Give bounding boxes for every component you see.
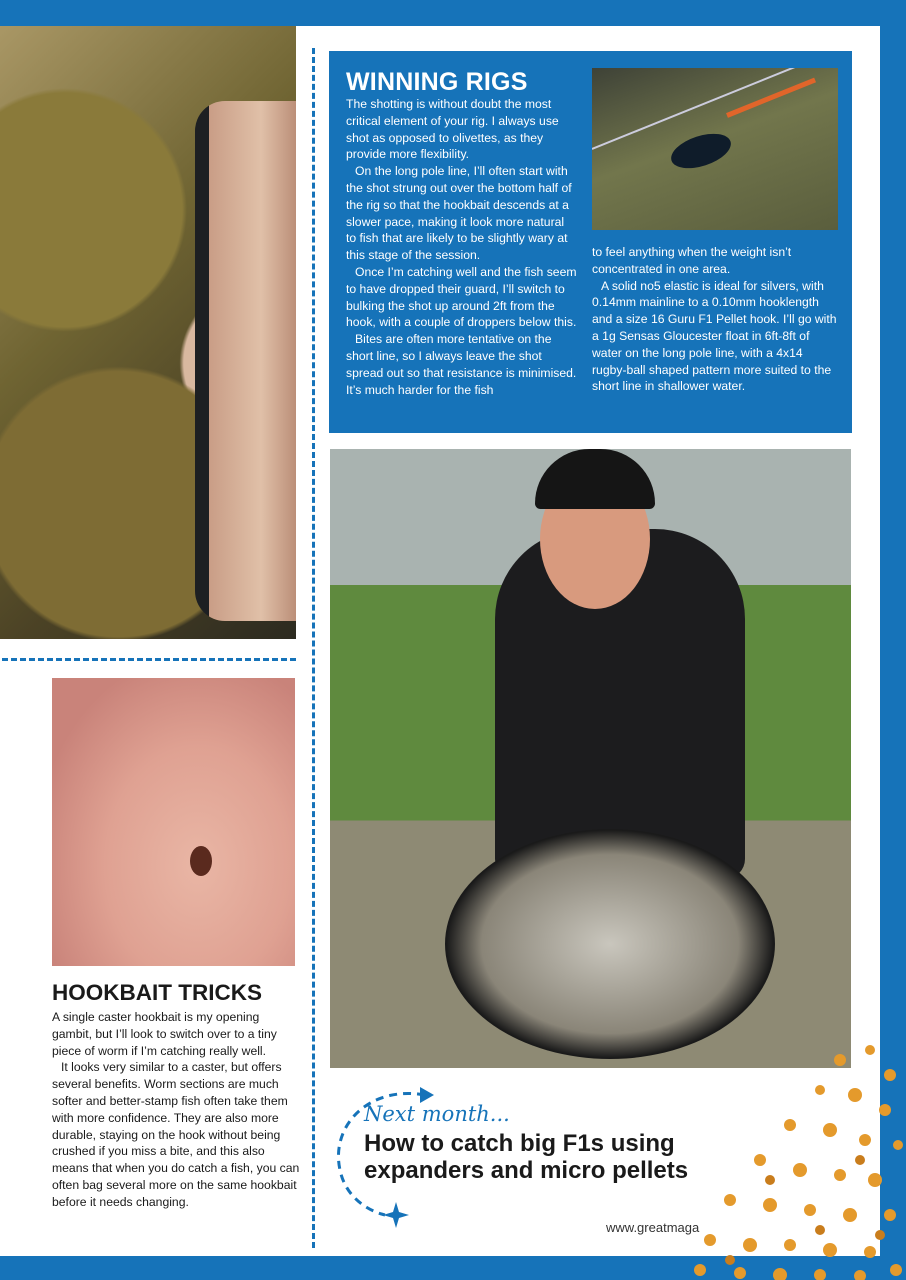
keepnet-of-fish [445, 829, 775, 1059]
pole-float-photo [592, 68, 838, 230]
hookbait-tricks-body [52, 1009, 302, 1211]
paragraph: A single caster hookbait is my opening gambit, but I’ll look to switch over to a tiny piece of worm if I’m catching really well. [52, 1010, 277, 1058]
website-url: www.greatmaga [606, 1220, 700, 1235]
next-month-label: Next month... [364, 1102, 510, 1126]
float-body [667, 127, 735, 175]
next-month-headline: How to catch big F1s using expanders and micro pellets [364, 1130, 689, 1184]
maggot-bowl [195, 101, 296, 621]
caster-in-hand-photo [52, 678, 295, 966]
paragraph: It looks very similar to a caster, but offers several benefits. Worm sections are much softer and better-stamp fish often take them with more confidence. They are also more durable, staying on the hook without being crushed if you miss a bite, and this also means that when you do catch a fish, you can often bag several more on the same hookbait before it needs changing. [52, 1060, 300, 1209]
winning-rigs-column-1 [346, 96, 577, 398]
angler-cap [535, 449, 655, 509]
micro-pellets-image [670, 1030, 906, 1280]
groundbait-balls-photo [0, 26, 296, 639]
paragraph: On the long pole line, I’ll often start with the shot strung out over the bottom half of the rig so that the hookbait descends at a slower pace, making it look more natural to fish that are likely to be slightly wary at this stage of the session. [346, 164, 572, 263]
paragraph: A solid no5 elastic is ideal for silvers, with 0.14mm mainline to a 0.10mm hooklength and a size 16 Guru F1 Pellet hook. I’ll go with a 1g Sensas Gloucester float in 6ft-8ft of water on the long pole line, with a 4x14 rugby-ball shaped pattern more suited to the short line in shallower water. [592, 278, 837, 394]
paragraph: Once I’m catching well and the fish seem to have dropped their guard, I’ll switch to bulking the shot up around 2ft from the hook, with a couple of droppers below this. [346, 264, 577, 330]
paragraph: The shotting is without doubt the most critical element of your rig. I always use shot as opposed to olivettes, as they provide more flexibility. [346, 97, 559, 162]
paragraph: Bites are often more tentative on the short line, so I always leave the shot spread out so that resistance is minimised. It’s much harder for the fish [346, 332, 577, 397]
plane-icon [381, 1200, 411, 1230]
column-divider-horizontal [2, 658, 296, 661]
angler-with-catch-photo [330, 449, 851, 1068]
caster-hookbait [190, 846, 212, 876]
winning-rigs-heading: WINNING RIGS [346, 68, 528, 96]
hookbait-tricks-heading: HOOKBAIT TRICKS [52, 980, 262, 1005]
column-divider-vertical [312, 48, 315, 1248]
float-tip [726, 78, 816, 118]
paragraph: to feel anything when the weight isn’t concentrated in one area. [592, 245, 792, 276]
winning-rigs-column-2 [592, 244, 838, 395]
